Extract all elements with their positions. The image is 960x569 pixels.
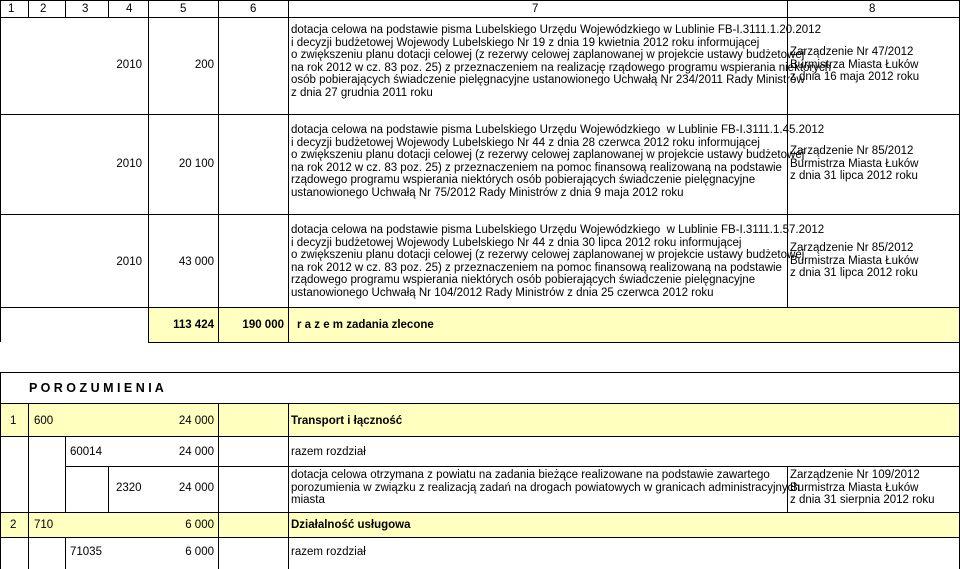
chapter-60014-amount: 24 000 (178, 446, 214, 458)
row3-reference: Zarządzenie Nr 85/2012 Burmistrza Miasta Łuków z dnia 31 lipca 2012 roku (790, 242, 919, 280)
services-amount: 6 000 (185, 519, 214, 531)
rule (108, 466, 109, 512)
row1-reference: Zarządzenie Nr 47/2012 Burmistrza Miasta Łuków z dnia 16 maja 2012 roku (790, 46, 920, 84)
transport-dept: 600 (34, 415, 54, 427)
row1-description: dotacja celowa na podstawie pisma Lubelskiego Urzędu Wojewódzkiego w Lublinie FB-I.3111.1.20.2012 i decyzji budżetowej Wojewody Lubelskiego Nr 19 z dnia 19 kwietnia 2012 roku informującej o zwiększeniu planu dotacji celowej (z rezerwy celowej zaplanowanej w projekcie ustawy budżetowej na rok 2012 w cz. 83 poz. 25) z przeznaczeniem na realizację rządowego programu wspierania niektórych osób pobierających świadczenie pielęgnacyjne ustanowionego Uchwałą Nr 234/2011 Rady Ministrów z dnia 27 grudnia 2011 roku (291, 24, 832, 99)
row1-year: 2010 (116, 59, 142, 71)
rule (218, 308, 219, 342)
chapter-71035-label: razem rozdział (291, 546, 366, 558)
rule (28, 404, 29, 436)
rule (65, 436, 66, 466)
row2-year: 2010 (116, 158, 142, 170)
rule (65, 0, 66, 17)
total-value-b: 190 000 (242, 319, 284, 331)
header-col-1: 1 (8, 3, 15, 15)
rule (65, 537, 66, 569)
header-col-7: 7 (532, 3, 539, 15)
row3-year: 2010 (116, 256, 142, 268)
rule (0, 17, 960, 18)
rule (28, 537, 29, 569)
rule (0, 372, 960, 373)
rule (28, 436, 29, 466)
chapter-60014-label: razem rozdział (291, 446, 366, 458)
category-row-services (1, 513, 959, 537)
rule (0, 114, 960, 115)
chapter-71035-amount: 6 000 (185, 546, 214, 558)
rule (288, 513, 289, 537)
rule (28, 466, 29, 512)
paragraph-2320-amount: 24 000 (178, 482, 214, 494)
rule (288, 308, 289, 342)
chapter-60014: 60014 (70, 446, 102, 458)
rule (148, 308, 149, 342)
row2-reference: Zarządzenie Nr 85/2012 Burmistrza Miasta Łuków z dnia 31 lipca 2012 roku (790, 145, 919, 183)
rule (108, 0, 109, 17)
rule (0, 436, 960, 437)
paragraph-2320-reference: Zarządzenie Nr 109/2012 Burmistrza Miasta Łuków z dnia 31 sierpnia 2012 roku (790, 469, 935, 507)
rule (148, 17, 149, 307)
chapter-71035: 71035 (70, 546, 102, 558)
row2-description: dotacja celowa na podstawie pisma Lubelskiego Urzędu Wojewódzkiego w Lublinie FB-I.3111.1.45.2012 i decyzji budżetowej Wojewody Lubelskiego Nr 44 z dnia 28 czerwca 2012 roku informującej o zwiększeniu planu dotacji celowej (z rezerwy celowej zaplanowanej w projekcie ustawy budżetowej na rok 2012 w cz. 83 poz. 25) z przeznaczeniem na pomoc finansową realizowaną na podstawie rządowego programu wspierania niektórych osób pobierających świadczenie pielęgnacyjne ustanowionego Uchwałą Nr 75/2012 Rady Ministrów z dnia 9 maja 2012 roku (291, 124, 825, 199)
header-col-6: 6 (250, 3, 257, 15)
rule (0, 0, 960, 1)
rule (65, 466, 960, 467)
total-label: r a z e m zadania zlecone (297, 319, 434, 331)
transport-section-no: 1 (10, 415, 17, 427)
rule (218, 513, 219, 537)
rule (218, 0, 219, 307)
header-col-5: 5 (180, 3, 187, 15)
transport-amount: 24 000 (178, 415, 214, 427)
transport-label: Transport i łączność (291, 415, 403, 427)
rule (148, 0, 149, 17)
paragraph-2320: 2320 (116, 482, 142, 494)
row3-description: dotacja celowa na podstawie pisma Lubelskiego Urzędu Wojewódzkiego w Lublinie FB-I.3111.1.57.2012 i decyzji budżetowej Wojewody Lubelskiego Nr 44 z dnia 30 lipca 2012 roku informującej o zwiększeniu planu dotacji celowej (z rezerwy celowej zaplanowanej w projekcie ustawy budżetowej na rok 2012 w cz. 83 poz. 25) z przeznaczeniem na pomoc finansową realizowaną na podstawie rządowego programu wspierania niektórych osób pobierających świadczenie pielęgnacyjne ustanowionego Uchwałą Nr 104/2012 Rady Ministrów z dnia 25 czerwca 2012 roku (291, 224, 825, 299)
rule (28, 0, 29, 17)
services-section-no: 2 (10, 519, 17, 531)
header-col-3: 3 (82, 3, 89, 15)
category-row-transport (1, 404, 959, 436)
rule (0, 214, 960, 215)
rule (288, 404, 289, 569)
rule (28, 513, 29, 537)
rule (288, 0, 289, 307)
rule (0, 342, 1, 372)
rule (218, 404, 219, 569)
services-dept: 710 (34, 519, 54, 531)
row2-amount: 20 100 (178, 158, 214, 170)
services-label: Działalność usługowa (291, 519, 411, 531)
total-value-a: 113 424 (173, 319, 214, 331)
rule (0, 372, 1, 569)
rule (65, 466, 66, 512)
section-title: P O R O Z U M I E N I A (29, 381, 164, 395)
row3-amount: 43 000 (178, 256, 214, 268)
header-col-8: 8 (869, 3, 876, 15)
paragraph-2320-description: dotacja celowa otrzymana z powiatu na zadania bieżące realizowane na podstawie zawartego porozumienia w związku z realizacją zadań na drogach powiatowych w granicach administracyjnych miasta (291, 469, 800, 507)
rule (0, 537, 960, 538)
rule (148, 342, 960, 343)
row1-amount: 200 (194, 59, 214, 71)
header-col-2: 2 (40, 3, 47, 15)
header-col-4: 4 (126, 3, 133, 15)
